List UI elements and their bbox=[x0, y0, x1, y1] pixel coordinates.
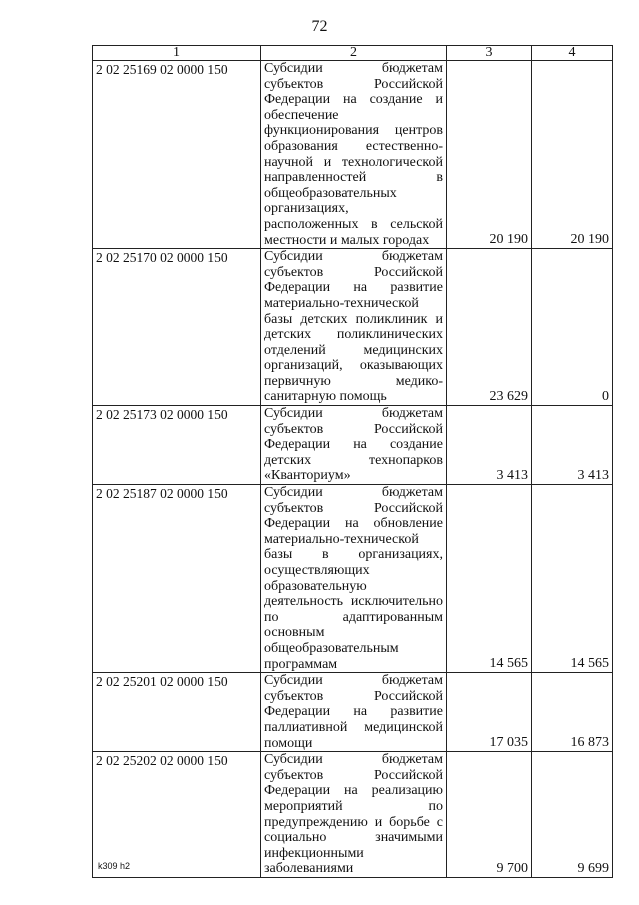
budget-code: 2 02 25187 02 0000 150 bbox=[93, 485, 261, 673]
footer-document-code: k309 h2 bbox=[98, 861, 131, 871]
table-row bbox=[93, 406, 613, 485]
amount-col4: 0 bbox=[532, 249, 613, 406]
subsidy-description: Субсидии бюджетам субъектов Российской Федерации на развитие паллиативной медицинской помощи bbox=[261, 673, 447, 752]
subsidy-description: Субсидии бюджетам субъектов Российской Федерации на развитие материально-технической базы детских поликлиник и детских поликлинических отделений медицинских организаций, оказывающих первичную медико-санитарную помощь bbox=[261, 249, 447, 406]
column-header-3: 3 bbox=[447, 46, 532, 61]
budget-code: 2 02 25169 02 0000 150 bbox=[93, 61, 261, 249]
page-number: 72 bbox=[311, 18, 328, 35]
table-header-row bbox=[93, 46, 613, 61]
table-row bbox=[93, 485, 613, 673]
amount-col4: 16 873 bbox=[532, 673, 613, 752]
budget-code: 2 02 25170 02 0000 150 bbox=[93, 249, 261, 406]
subsidy-description: Субсидии бюджетам субъектов Российской Федерации на обновление материально-технической базы в организациях, осуществляющих образовательную деятельность исключительно по адаптированным основным общеобразовательным программам bbox=[261, 485, 447, 673]
budget-code: 2 02 25201 02 0000 150 bbox=[93, 673, 261, 752]
column-header-4: 4 bbox=[532, 46, 613, 61]
amount-col3: 23 629 bbox=[447, 249, 532, 406]
column-header-2: 2 bbox=[261, 46, 447, 61]
table-row bbox=[93, 249, 613, 406]
amount-col3: 20 190 bbox=[447, 61, 532, 249]
amount-col4: 9 699 bbox=[532, 752, 613, 878]
budget-code: 2 02 25202 02 0000 150 bbox=[93, 752, 261, 878]
column-header-1: 1 bbox=[93, 46, 261, 61]
subsidy-description: Субсидии бюджетам субъектов Российской Федерации на создание и обеспечение функционирования центров образования естественно-научной и технологической направленностей в общеобразовательных организациях, расположенных в сельской местности и малых городах bbox=[261, 61, 447, 249]
amount-col4: 20 190 bbox=[532, 61, 613, 249]
subsidy-description: Субсидии бюджетам субъектов Российской Федерации на создание детских технопарков «Кванториум» bbox=[261, 406, 447, 485]
table-row bbox=[93, 673, 613, 752]
table-row bbox=[93, 61, 613, 249]
budget-code: 2 02 25173 02 0000 150 bbox=[93, 406, 261, 485]
subsidy-description: Субсидии бюджетам субъектов Российской Федерации на реализацию мероприятий по предупреждению и борьбе с социально значимыми инфекционными заболеваниями bbox=[261, 752, 447, 878]
amount-col4: 14 565 bbox=[532, 485, 613, 673]
amount-col3: 14 565 bbox=[447, 485, 532, 673]
amount-col3: 17 035 bbox=[447, 673, 532, 752]
amount-col3: 3 413 bbox=[447, 406, 532, 485]
budget-table bbox=[92, 45, 613, 878]
table-row bbox=[93, 752, 613, 878]
amount-col3: 9 700 bbox=[447, 752, 532, 878]
amount-col4: 3 413 bbox=[532, 406, 613, 485]
